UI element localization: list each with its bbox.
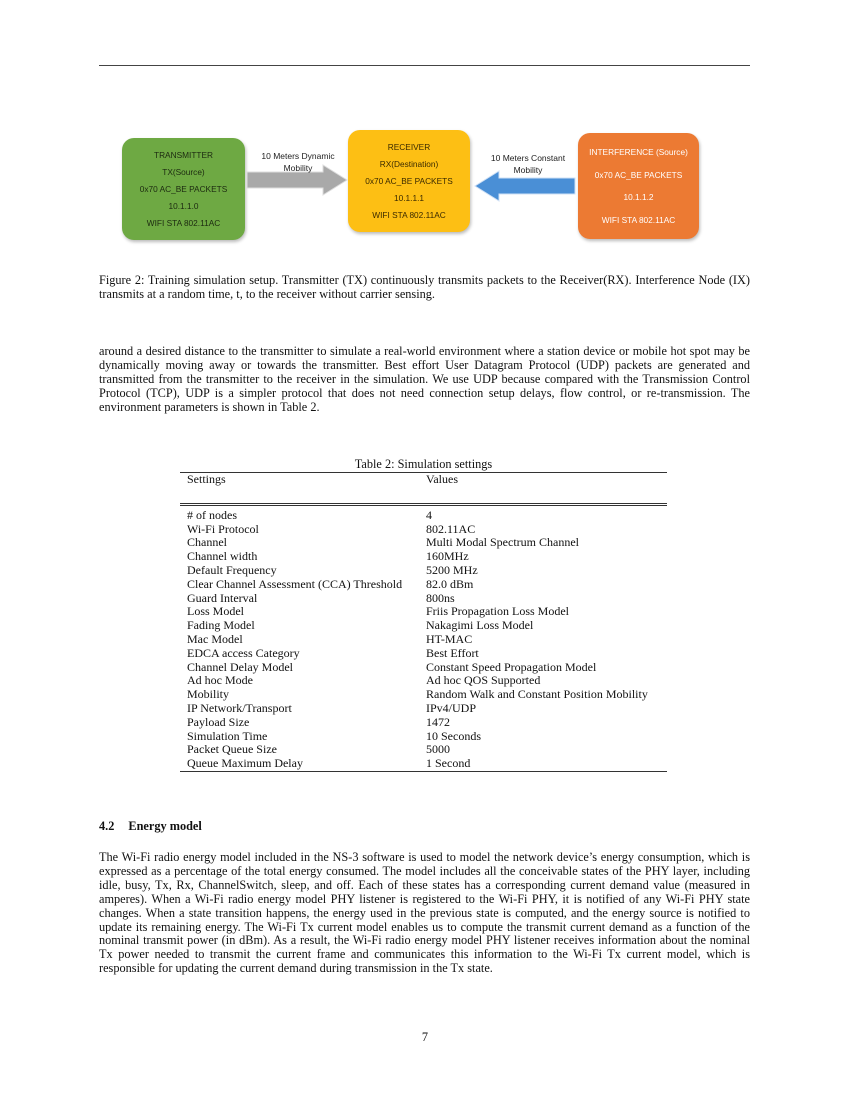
table-cell: 1 Second	[419, 757, 667, 771]
table-row	[180, 716, 667, 730]
table-cell: Mobility	[187, 687, 230, 702]
settings-table	[180, 472, 667, 772]
body-paragraph: around a desired distance to the transmitter to simulate a real-world environment where a station device or mobile hot spot may be dynamically moving away or towards the transmitter. Best effort User Datagram Protocol (UDP) packets are generated and transmitted from the transmitter to the receiver in the simulation. We use UDP because compared with the Transmission Control Protocol (TCP), UDP is a simpler protocol that does not need connection setup delays, flow control, or re-transmission. The environment parameters is shown in Table 2.	[99, 344, 750, 414]
table-row	[180, 536, 667, 550]
node-text: RECEIVER	[387, 141, 431, 152]
table-cell: Channel Delay Model	[187, 659, 293, 674]
table-row	[180, 647, 667, 661]
receiver-node	[348, 130, 470, 232]
table-cell: Fading Model	[187, 618, 255, 633]
node-text: WIFI STA 802.11AC	[146, 218, 221, 229]
table-cell: Wi-Fi Protocol	[187, 521, 259, 536]
table-cell: Clear Channel Assessment (CCA) Threshold	[187, 576, 403, 591]
body-paragraph: The Wi-Fi radio energy model included in the NS-3 software is used to model the network device’s energy consumption, which is expressed as a percentage of the total energy consumed. The model includes all the conceivable states of the PHY layer, including idle, busy, Tx, Rx, ChannelSwitch, sleep, and off. Each of these states has a corresponding current demand value (measured in amperes). When a Wi-Fi radio energy model PHY listener is registered to the Wi-Fi PHY, it is notified of any Wi-Fi PHY state changes. When a state transition happens, the energy used in the previous state is computed, and the energy source is notified to update its remaining energy. The Wi-Fi Tx current model enables us to compute the transmit current demand as a function of the nominal transmit power (in dBm). As a result, the Wi-Fi radio energy model PHY listener receives information about the nominal Tx power needed to transmit the current frame and communicates this information to the Wi-Fi Tx current model, which is responsible for updating the current demand during transmission in the Tx state.	[99, 850, 750, 976]
node-text: INTERFERENCE (Source)	[589, 147, 688, 158]
node-text: WIFI STA 802.11AC	[601, 214, 676, 225]
table-row	[180, 564, 667, 578]
table-row	[180, 674, 667, 688]
table-row	[180, 757, 667, 771]
table-cell: Channel	[187, 535, 227, 550]
table-row	[180, 730, 667, 744]
table-caption: Table 2: Simulation settings	[354, 457, 493, 471]
section-heading	[99, 819, 216, 834]
node-text: 10.1.1.2	[623, 192, 654, 203]
table-row	[180, 619, 667, 633]
column-header: Values	[419, 473, 667, 505]
table-cell: Payload Size	[187, 714, 250, 729]
arrow-label-line: Mobility	[513, 165, 543, 175]
arrow-label-line: Mobility	[283, 163, 313, 173]
table-cell: Channel width	[187, 549, 258, 564]
table-cell: 160MHz	[426, 549, 469, 564]
table-cell: # of nodes	[180, 504, 419, 522]
table-cell: 4	[419, 504, 667, 522]
table-cell: IP Network/Transport	[187, 700, 292, 715]
table-cell: IPv4/UDP	[426, 700, 477, 715]
table-cell: HT-MAC	[426, 631, 473, 646]
node-text: 0x70 AC_BE PACKETS	[594, 169, 683, 180]
interference-node	[578, 133, 699, 239]
node-text: 0x70 AC_BE PACKETS	[139, 183, 228, 194]
table-cell: 1472	[426, 714, 450, 729]
table-cell: 802.11AC	[426, 521, 476, 536]
figure-caption: Figure 2: Training simulation setup. Transmitter (TX) continuously transmits packets to the Receiver(RX). Interference Node (IX) transmits at a random time, t, to the receiver without carrier sensing.	[99, 273, 750, 301]
table-row	[180, 605, 667, 619]
node-text: TRANSMITTER	[154, 149, 213, 160]
column-header: Settings	[180, 473, 419, 505]
table-cell: Queue Maximum Delay	[180, 757, 419, 771]
table-cell: 800ns	[426, 590, 455, 605]
table-cell: Best Effort	[426, 645, 479, 660]
arrow2-label	[482, 152, 574, 176]
section-number: 4.2	[99, 819, 115, 833]
table-row	[180, 702, 667, 716]
table-cell: 5200 MHz	[426, 562, 478, 577]
table-row	[180, 688, 667, 702]
table-cell: Constant Speed Propagation Model	[426, 659, 597, 674]
table-row	[180, 633, 667, 647]
table-cell: Nakagimi Loss Model	[426, 618, 534, 633]
node-text: 10.1.1.0	[168, 201, 199, 212]
arrow-label-line: 10 Meters Constant	[490, 153, 566, 163]
header-rule	[99, 65, 750, 66]
table-row	[180, 743, 667, 757]
table-cell: 10 Seconds	[426, 728, 481, 743]
transmitter-node	[122, 138, 245, 240]
table-row	[180, 578, 667, 592]
table-cell: Random Walk and Constant Position Mobility	[426, 687, 648, 702]
table-cell: Guard Interval	[187, 590, 258, 605]
node-text: 10.1.1.1	[394, 193, 424, 204]
node-text: WIFI STA 802.11AC	[372, 210, 446, 221]
table-cell: Packet Queue Size	[187, 742, 277, 757]
table-cell: EDCA access Category	[187, 645, 300, 660]
table-row	[180, 661, 667, 675]
table-cell: Mac Model	[187, 631, 243, 646]
table-row	[180, 592, 667, 606]
table-cell: 5000	[426, 742, 450, 757]
table-row	[180, 550, 667, 564]
table-row	[180, 504, 667, 522]
node-text: 0x70 AC_BE PACKETS	[365, 175, 453, 186]
node-text: RX(Destination)	[379, 158, 439, 169]
page-number: 7	[421, 1030, 429, 1044]
section-title: Energy model	[128, 819, 202, 833]
table-cell: 82.0 dBm	[426, 576, 474, 591]
table-cell: Default Frequency	[187, 562, 277, 577]
table-cell: Simulation Time	[187, 728, 268, 743]
table-cell: Loss Model	[187, 604, 244, 619]
table-cell: Ad hoc Mode	[187, 673, 253, 688]
table-cell: Ad hoc QOS Supported	[426, 673, 541, 688]
arrow-label-line: 10 Meters Dynamic	[261, 151, 335, 161]
table-row	[180, 523, 667, 537]
arrow1-label	[252, 150, 344, 174]
node-text: TX(Source)	[162, 166, 205, 177]
table-cell: Friis Propagation Loss Model	[426, 604, 569, 619]
table-cell: Multi Modal Spectrum Channel	[426, 535, 579, 550]
